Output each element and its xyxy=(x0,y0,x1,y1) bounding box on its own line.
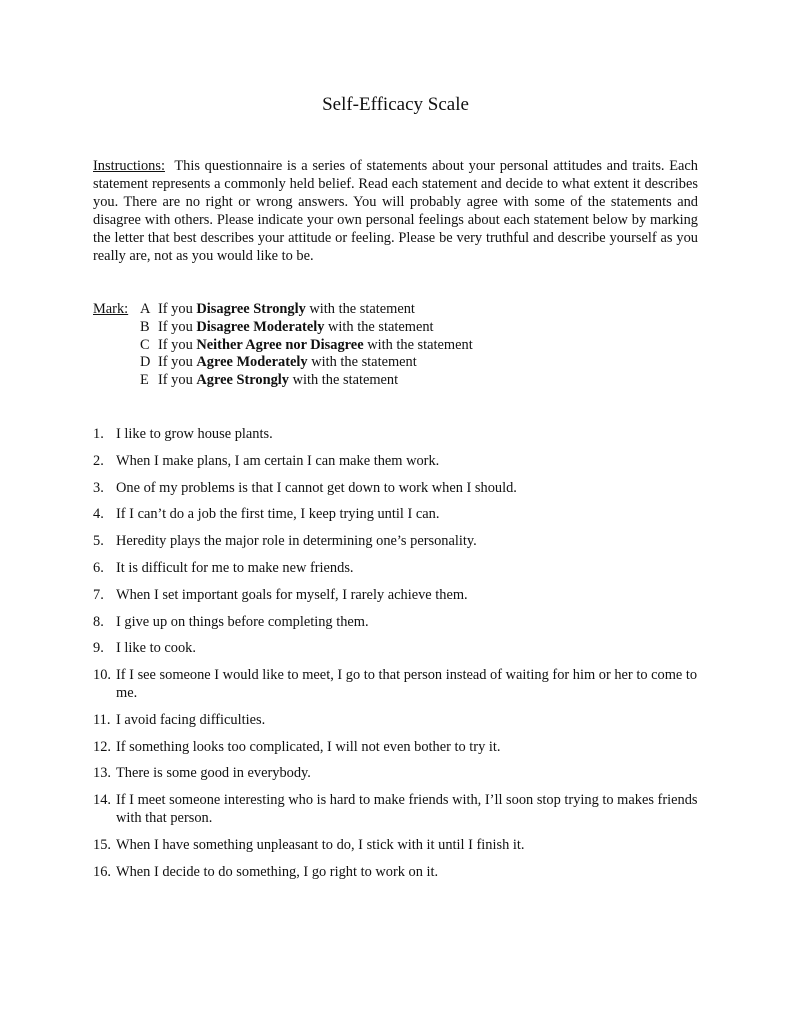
mark-option-letter: C xyxy=(140,336,150,353)
mark-option-letter: D xyxy=(140,354,151,371)
mark-option-c xyxy=(140,337,700,355)
statement-item xyxy=(93,864,698,882)
statement-number: 1. xyxy=(93,426,104,442)
statement-number: 14. xyxy=(93,792,111,809)
mark-option-letter: E xyxy=(140,372,149,389)
statement-number: 16. xyxy=(93,863,111,880)
statement-text: Heredity plays the major role in determining one’s personality. xyxy=(116,533,477,550)
mark-option-suffix: with the statement xyxy=(328,318,434,335)
statement-text: If I can’t do a job the first time, I keep trying until I can. xyxy=(116,506,440,523)
statement-text: It is difficult for me to make new friends. xyxy=(116,559,354,576)
mark-option-suffix: with the statement xyxy=(309,301,415,317)
mark-option-emphasis: Agree Moderately xyxy=(196,354,308,371)
mark-option-prefix: If you xyxy=(158,301,193,317)
statement-number: 2. xyxy=(93,452,104,469)
statement-item xyxy=(93,712,698,730)
statement-item xyxy=(93,560,698,578)
statement-text: There is some good in everybody. xyxy=(116,765,311,782)
statement-item xyxy=(93,792,698,828)
statement-number: 15. xyxy=(93,836,111,853)
statement-item xyxy=(93,739,698,757)
statement-item xyxy=(93,506,698,524)
statement-item xyxy=(93,765,698,783)
instructions-paragraph xyxy=(93,158,698,265)
statement-list xyxy=(93,426,698,890)
statement-item xyxy=(93,837,698,855)
instructions-text: This questionnaire is a series of statements about your personal attitudes and traits. Each statement represents a commonly held belief. Read each statement and decide to what extent it describes you. There are no right or wrong answers. You will probably agree with some of the statements and disagree with others. Please indicate your own personal feelings about each statement below by marking the letter that best describes your attitude or feeling. Please be very truthful and describe yourself as you really are, not as you would like to be. xyxy=(93,158,698,264)
mark-option-suffix: with the statement xyxy=(292,372,399,389)
mark-option-letter: A xyxy=(140,301,151,317)
mark-option-suffix: with the statement xyxy=(367,336,473,353)
statement-number: 13. xyxy=(93,765,111,782)
statement-text: When I set important goals for myself, I rarely achieve them. xyxy=(116,586,468,603)
instructions-label: Instructions: xyxy=(93,158,165,174)
statement-text: I like to cook. xyxy=(116,640,196,657)
statement-item xyxy=(93,587,698,605)
mark-option-a xyxy=(140,301,700,319)
mark-option-emphasis: Agree Strongly xyxy=(196,372,289,389)
page-title: Self-Efficacy Scale xyxy=(322,94,469,115)
statement-item xyxy=(93,614,698,632)
mark-option-prefix: If you xyxy=(158,336,193,353)
statement-text: When I make plans, I am certain I can make them work. xyxy=(116,452,440,469)
statement-number: 12. xyxy=(93,738,111,755)
statement-text: I avoid facing difficulties. xyxy=(116,711,266,728)
mark-option-suffix: with the statement xyxy=(311,354,417,371)
statement-number: 3. xyxy=(93,479,104,496)
statement-text: When I decide to do something, I go right to work on it. xyxy=(116,863,439,880)
statement-item xyxy=(93,533,698,551)
statement-text: I like to grow house plants. xyxy=(116,426,273,442)
mark-option-b xyxy=(140,319,700,337)
statement-item xyxy=(93,667,698,703)
statement-number: 10. xyxy=(93,667,111,684)
mark-option-emphasis: Neither Agree nor Disagree xyxy=(196,336,364,353)
mark-option-emphasis: Disagree Strongly xyxy=(196,301,306,317)
statement-number: 5. xyxy=(93,533,104,550)
mark-option-e xyxy=(140,372,700,390)
mark-option-d xyxy=(140,354,700,372)
mark-option-emphasis: Disagree Moderately xyxy=(196,318,325,335)
statement-text: If I meet someone interesting who is hard to make friends with, I’ll soon stop trying to makes friends with that person. xyxy=(116,792,698,826)
statement-text: I give up on things before completing them. xyxy=(116,613,369,630)
statement-text: When I have something unpleasant to do, I stick with it until I finish it. xyxy=(116,836,525,853)
statement-number: 11. xyxy=(93,711,111,728)
statement-item xyxy=(93,640,698,658)
statement-item xyxy=(93,453,698,471)
statement-item xyxy=(93,480,698,498)
mark-option-prefix: If you xyxy=(158,354,193,371)
mark-options xyxy=(140,301,700,390)
statement-number: 4. xyxy=(93,506,104,523)
mark-option-prefix: If you xyxy=(158,372,193,389)
statement-item xyxy=(93,426,698,444)
statement-number: 7. xyxy=(93,586,104,603)
statement-text: If I see someone I would like to meet, I go to that person instead of waiting for him or her to come to me. xyxy=(116,667,698,701)
mark-option-letter: B xyxy=(140,318,150,335)
statement-text: One of my problems is that I cannot get down to work when I should. xyxy=(116,479,517,496)
statement-text: If something looks too complicated, I will not even bother to try it. xyxy=(116,738,501,755)
statement-number: 9. xyxy=(93,640,104,657)
statement-number: 8. xyxy=(93,613,104,630)
mark-label: Mark: xyxy=(93,301,129,317)
statement-number: 6. xyxy=(93,559,104,576)
mark-option-prefix: If you xyxy=(158,318,193,335)
